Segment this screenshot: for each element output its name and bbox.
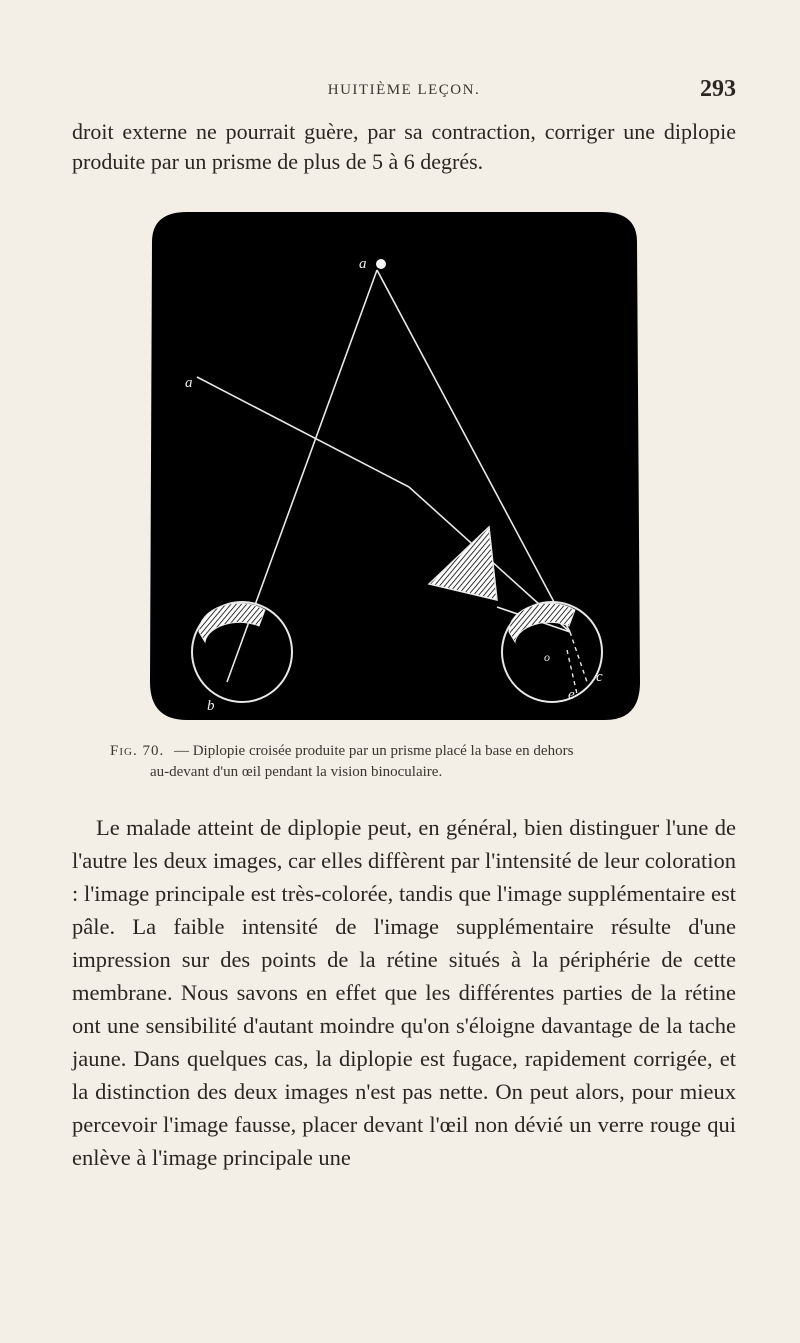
figure-background xyxy=(150,212,640,720)
paragraph-main: Le malade atteint de diplopie peut, en général, bien distinguer l'une de l'autre les deux images, car elles diffèrent par l'intensité de leur coloration : l'image principale est très-colorée, tandis que l'image supplémentaire est pâle. La faible intensité de l'image supplémentaire résulte d'une impression sur des points de la rétine situés à la périphérie de cette membrane. Nous savons en effet que les différentes parties de la rétine ont une sensibilité d'autant moindre qu'on s'éloigne davantage de la tache jaune. Dans quelques cas, la diplopie est fugace, rapidement corrigée, et la distinction des deux images n'est pas nette. On peut alors, pour mieux percevoir l'image fausse, placer devant l'œil non dévié un verre rouge qui enlève à l'image principale une xyxy=(72,815,736,1170)
caption-label: Fig. 70. xyxy=(110,743,165,759)
page-header xyxy=(72,76,736,106)
paragraph-continued: droit externe ne pourrait guère, par sa contraction, corriger une diplopie produite par un prisme de plus de 5 à 6 degrés. xyxy=(72,119,736,174)
label-c: c xyxy=(596,669,603,685)
object-point xyxy=(376,259,386,269)
label-a-top: a xyxy=(359,256,367,272)
figure-caption xyxy=(110,741,700,783)
label-b: b xyxy=(207,698,215,714)
caption-line-1: Diplopie croisée produite par un prisme placé la base en dehors xyxy=(192,743,574,759)
label-e: e xyxy=(568,687,575,703)
diplopia-diagram xyxy=(147,212,642,720)
caption-line-2: au-devant d'un œil pendant la vision binoculaire. xyxy=(150,764,443,780)
running-title: HUITIÈME LEÇON. xyxy=(327,82,481,98)
caption-dash: — xyxy=(173,743,189,759)
label-o: o xyxy=(544,650,550,664)
page-number: 293 xyxy=(700,76,736,102)
label-a-left: a xyxy=(185,375,193,391)
figure-70 xyxy=(147,212,642,720)
